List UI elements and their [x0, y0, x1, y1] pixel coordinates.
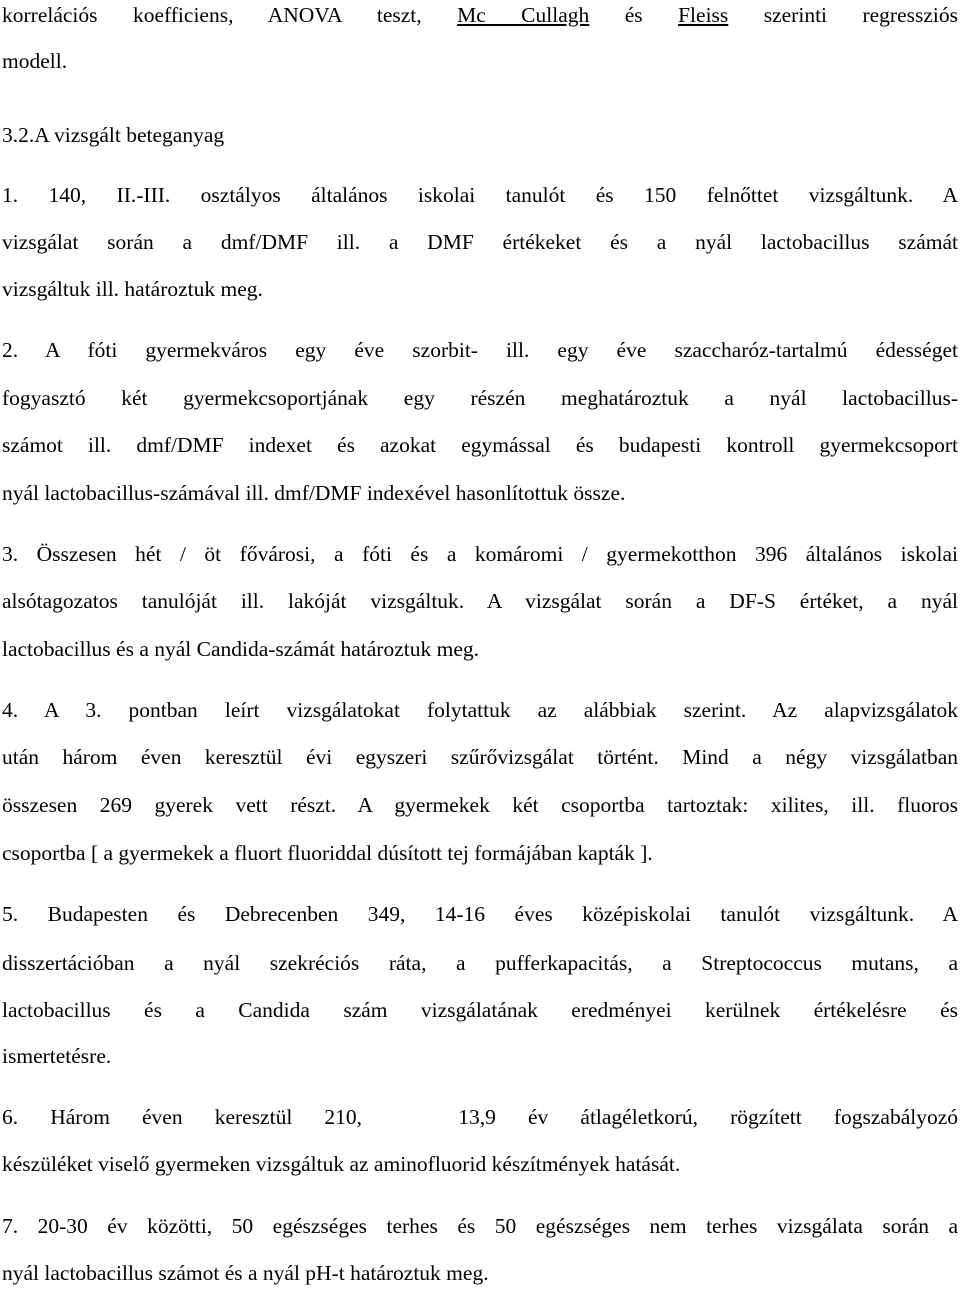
text-line: nyál lactobacillus-számával ill. dmf/DMF indexével hasonlítottuk össze. [2, 481, 626, 505]
text-line: disszertációban a nyál szekréciós ráta, a pufferkapacitás, a Streptococcus mutans, a [2, 951, 958, 975]
text-line: 1. 140, II.-III. osztályos általános iskolai tanulót és 150 felnőttet vizsgáltunk. A [2, 183, 958, 207]
text-line: nyál lactobacillus számot és a nyál pH-t határoztuk meg. [2, 1261, 489, 1285]
underlined-name: Fleiss [678, 3, 729, 27]
text-line: 6. Három éven keresztül 210, 13,9 év átlagéletkorú, rögzített fogszabályozó [2, 1105, 958, 1129]
text-line: lactobacillus és a Candida szám vizsgálatának eredményei kerülnek értékelésre és [2, 998, 958, 1022]
text-line: összesen 269 gyerek vett részt. A gyermekek két csoportba tartoztak: xilites, ill. fluoros [2, 793, 958, 817]
text-line: csoportba [ a gyermekek a fluort fluoriddal dúsított tej formájában kapták ]. [2, 841, 653, 865]
text-segment: szerinti regressziós [728, 3, 958, 27]
text-line [2, 2, 958, 28]
text-line: ismertetésre. [2, 1044, 112, 1068]
text-segment: és [589, 3, 679, 27]
text-line: készüléket viselő gyermeken vizsgáltuk az aminofluorid készítmények hatását. [2, 1152, 681, 1176]
text-line: 5. Budapesten és Debrecenben 349, 14-16 éves középiskolai tanulót vizsgáltunk. A [2, 902, 958, 926]
text-line: 2. A fóti gyermekváros egy éve szorbit- ill. egy éve szaccharóz-tartalmú édességet [2, 338, 958, 362]
text-line: 3. Összesen hét / öt fővárosi, a fóti és a komáromi / gyermekotthon 396 általános iskolai [2, 542, 958, 566]
text-line: 4. A 3. pontban leírt vizsgálatokat folytattuk az alábbiak szerint. Az alapvizsgálatok [2, 698, 958, 722]
text-line: 7. 20-30 év közötti, 50 egészséges terhes és 50 egészséges nem terhes vizsgálata során a [2, 1214, 958, 1238]
text-line: számot ill. dmf/DMF indexet és azokat egymással és budapesti kontroll gyermekcsoport [2, 433, 958, 457]
underlined-name: Mc Cullagh [457, 3, 590, 27]
text-line: fogyasztó két gyermekcsoportjának egy részén meghatároztuk a nyál lactobacillus- [2, 386, 958, 410]
text-line: után három éven keresztül évi egyszeri szűrővizsgálat történt. Mind a négy vizsgálatban [2, 745, 958, 769]
text-line: alsótagozatos tanulóját ill. lakóját vizsgáltuk. A vizsgálat során a DF-S értéket, a nyál [2, 589, 958, 613]
text-line: vizsgálat során a dmf/DMF ill. a DMF értékeket és a nyál lactobacillus számát [2, 230, 958, 254]
section-heading: 3.2.A vizsgált beteganyag [2, 123, 225, 147]
text-line: lactobacillus és a nyál Candida-számát határoztuk meg. [2, 637, 479, 661]
text-line: vizsgáltuk ill. határoztuk meg. [2, 277, 263, 301]
text-segment: korrelációs koefficiens, ANOVA teszt, [2, 3, 458, 27]
text-line: modell. [2, 49, 68, 73]
